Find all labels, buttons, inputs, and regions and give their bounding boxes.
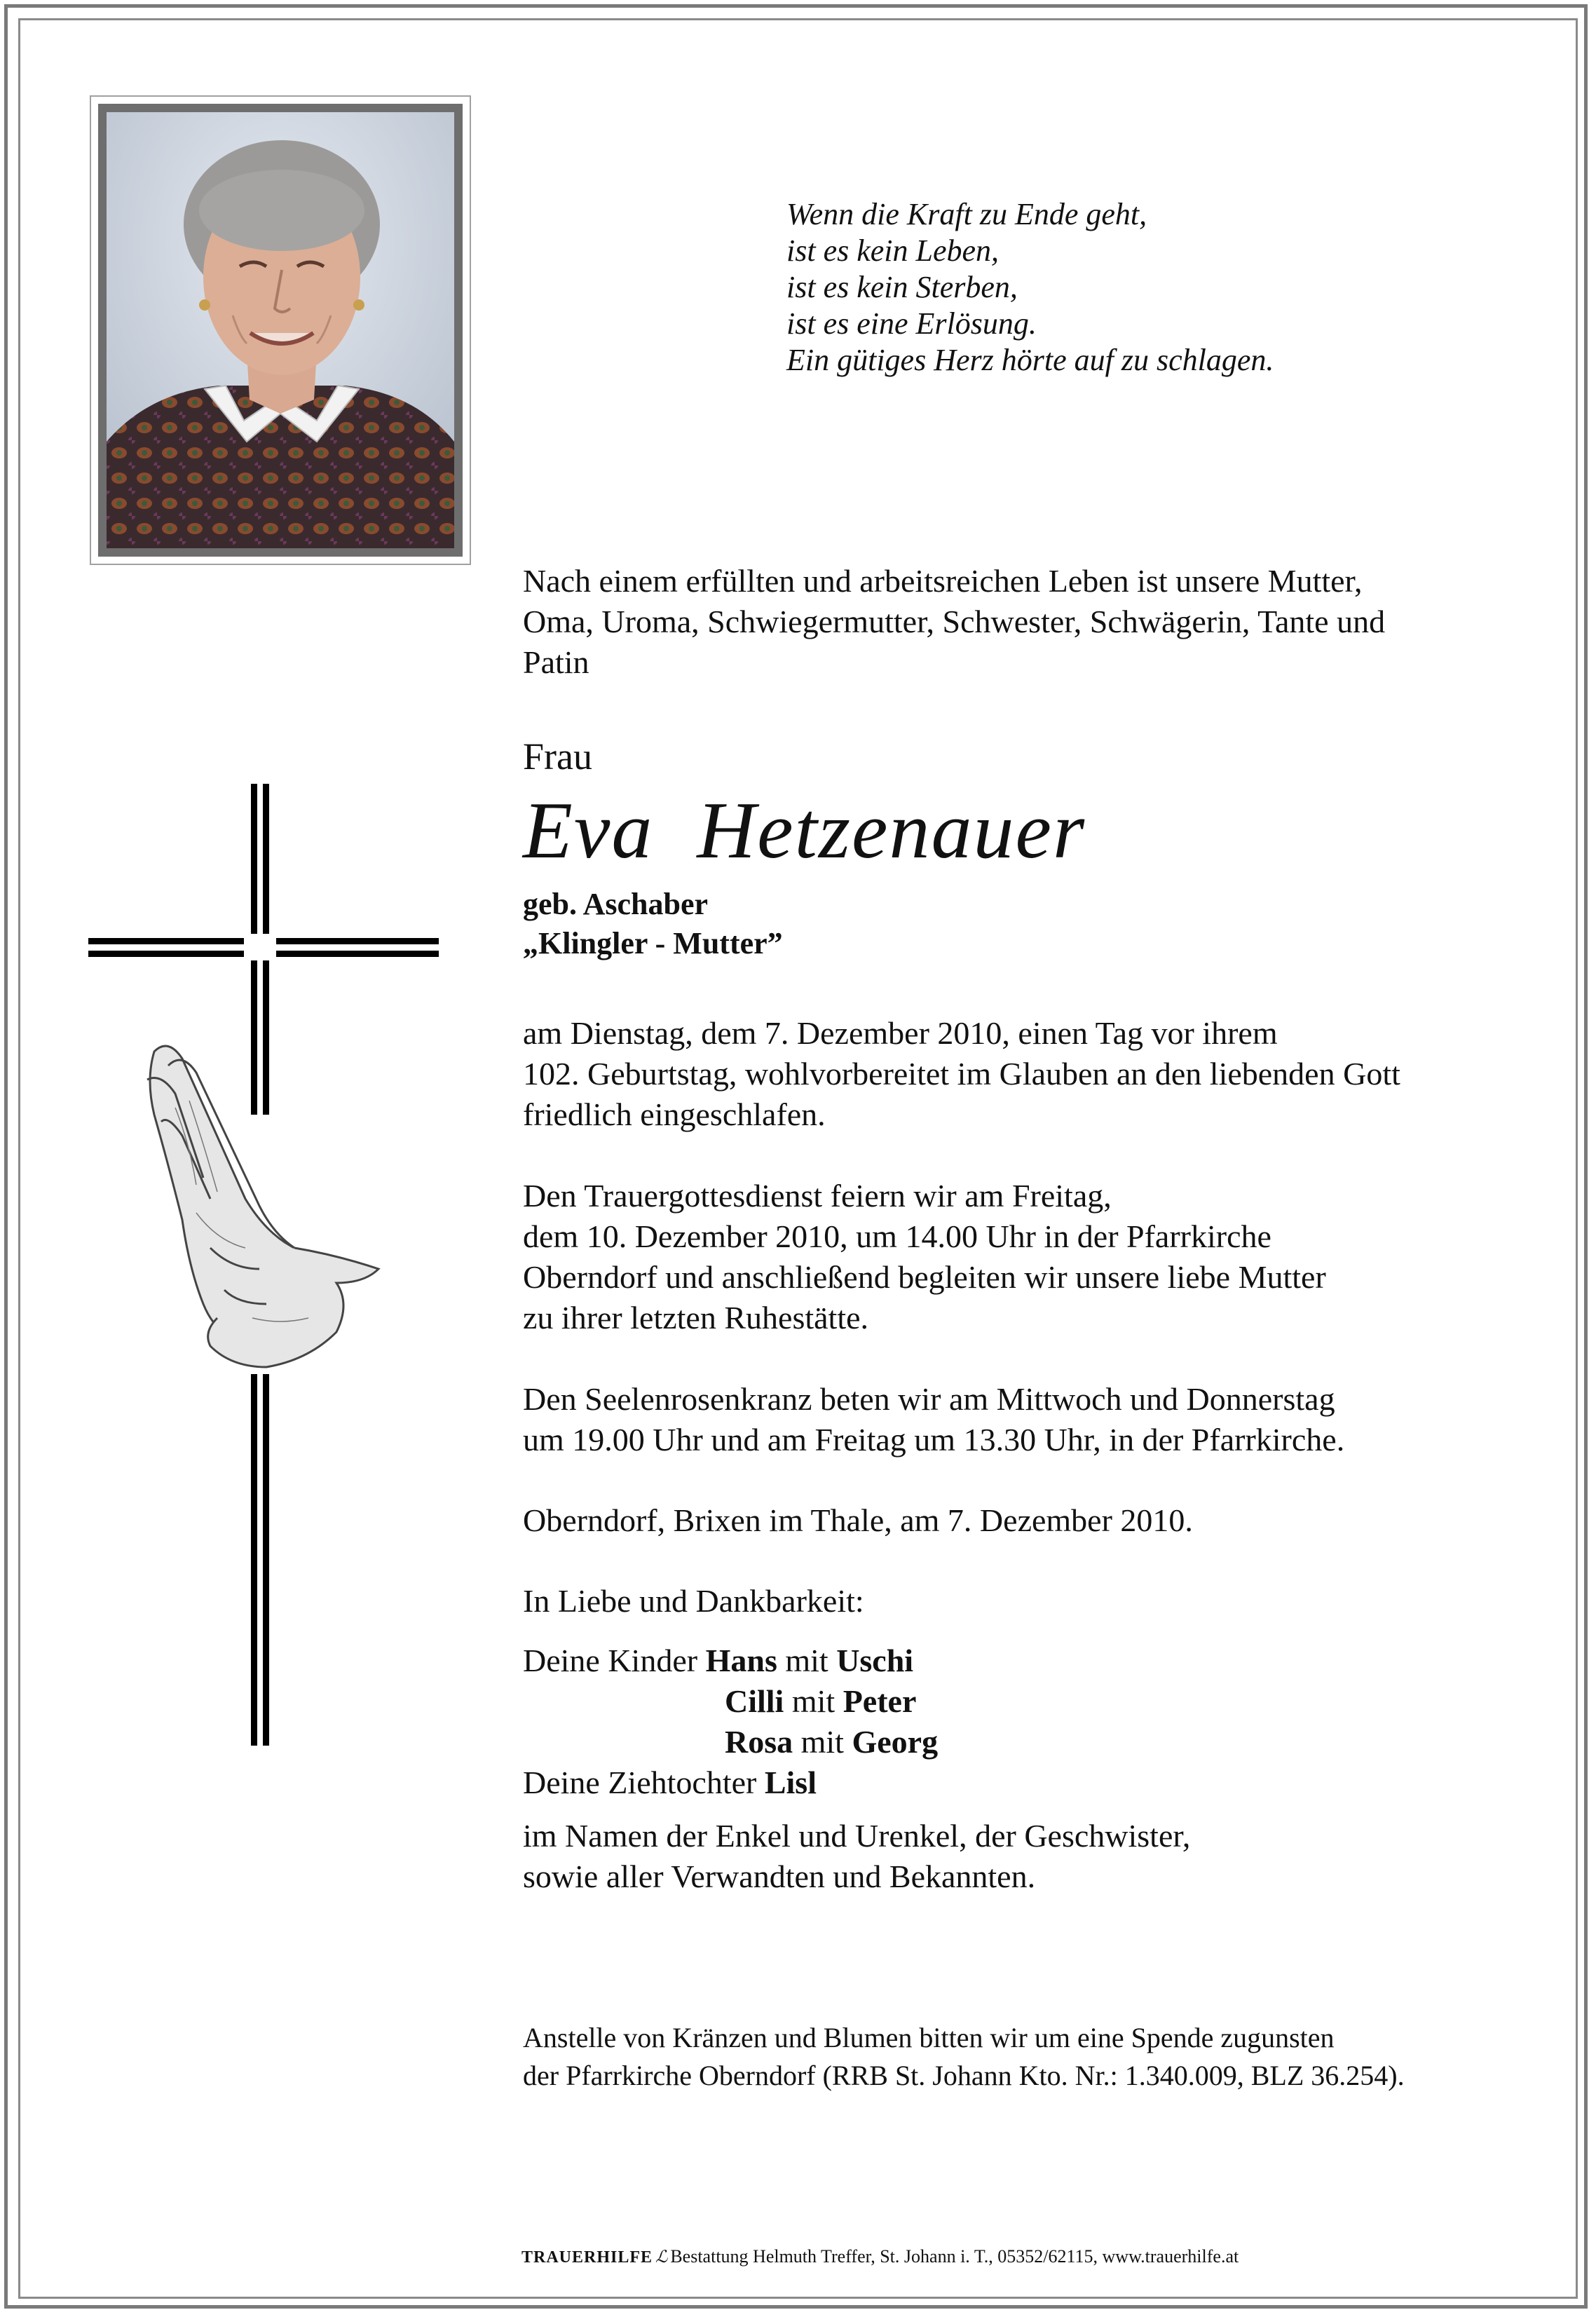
cross-vertical-right-bottom xyxy=(263,1374,269,1746)
cross-horizontal-bottom-left xyxy=(88,951,244,957)
children-row xyxy=(523,1640,938,1681)
death-notice xyxy=(523,1013,1400,1135)
children-row xyxy=(523,1722,938,1762)
memorial-quote xyxy=(786,196,1417,379)
deceased-name-text: Eva Hetzenauer xyxy=(523,786,1086,876)
child-name: Cilli xyxy=(725,1683,784,1719)
mourners-list xyxy=(523,1640,938,1803)
maiden-name: geb. Aschaber xyxy=(523,887,708,921)
partner-name: Georg xyxy=(852,1724,939,1760)
intro-paragraph xyxy=(523,561,1385,683)
child-name: Rosa xyxy=(725,1724,793,1760)
salutation: Frau xyxy=(523,735,592,777)
closing-line: In Liebe und Dankbarkeit: xyxy=(523,1583,864,1619)
service-line: dem 10. Dezember 2010, um 14.00 Uhr in der Pfarrkirche xyxy=(523,1218,1271,1254)
deceased-name xyxy=(523,785,1086,876)
portrait-mat xyxy=(98,104,463,557)
partner-name: Peter xyxy=(843,1683,917,1719)
partner-name: Uschi xyxy=(836,1643,914,1678)
death-line: am Dienstag, dem 7. Dezember 2010, einen Tag vor ihrem xyxy=(523,1015,1278,1051)
child-name: Hans xyxy=(705,1643,777,1678)
intro-line: Patin xyxy=(523,644,589,680)
cross-horizontal-top-left xyxy=(88,938,244,944)
portrait-illustration xyxy=(107,112,454,548)
funeral-home-footer xyxy=(521,2246,1239,2267)
portrait-frame xyxy=(90,95,471,565)
foster-row xyxy=(523,1762,938,1803)
donation-line: Anstelle von Kränzen und Blumen bitten wir um eine Spende zugunsten xyxy=(523,2022,1335,2053)
service-line: zu ihrer letzten Ruhestätte. xyxy=(523,1300,869,1336)
donation-notice xyxy=(523,2019,1405,2095)
foster-name: Lisl xyxy=(764,1765,817,1800)
quote-line: ist es kein Sterben, xyxy=(786,270,1018,304)
footer-details: Bestattung Helmuth Treffer, St. Johann i. T., 05352/62115, www.trauerhilfe.at xyxy=(670,2246,1239,2267)
name-details xyxy=(523,885,783,963)
place-date: Oberndorf, Brixen im Thale, am 7. Dezember 2010. xyxy=(523,1502,1193,1538)
children-row xyxy=(523,1681,938,1722)
connector: mit xyxy=(791,1683,835,1719)
death-line: friedlich eingeschlafen. xyxy=(523,1096,826,1132)
quote-line: ist es kein Leben, xyxy=(786,233,1000,268)
flourish-icon: ℒ xyxy=(655,2248,668,2267)
foster-prefix: Deine Ziehtochter xyxy=(523,1765,757,1800)
connector: mit xyxy=(800,1724,844,1760)
quote-line: Ein gütiges Herz hörte auf zu schlagen. xyxy=(786,343,1274,377)
praying-hands-icon xyxy=(126,1038,393,1374)
children-prefix: Deine Kinder xyxy=(523,1643,698,1678)
portrait-photo xyxy=(107,112,454,548)
intro-line: Nach einem erfüllten und arbeitsreichen Leben ist unsere Mutter, xyxy=(523,563,1363,599)
death-line: 102. Geburtstag, wohlvorbereitet im Glauben an den liebenden Gott xyxy=(523,1056,1400,1092)
quote-line: ist es eine Erlösung. xyxy=(786,306,1037,341)
footer-brand: TRAUERHILFE xyxy=(521,2248,653,2267)
connector: mit xyxy=(785,1643,828,1678)
cross-vertical-left xyxy=(251,784,257,934)
rosary-line: Den Seelenrosenkranz beten wir am Mittwoch und Donnerstag xyxy=(523,1381,1335,1417)
intro-line: Oma, Uroma, Schwiegermutter, Schwester, Schwägerin, Tante und xyxy=(523,604,1386,639)
quote-line: Wenn die Kraft zu Ende geht, xyxy=(786,197,1147,231)
on-behalf-line: im Namen der Enkel und Urenkel, der Geschwister, xyxy=(523,1818,1191,1854)
cross-horizontal-bottom-right xyxy=(276,951,439,957)
rosary-notice xyxy=(523,1379,1344,1460)
on-behalf xyxy=(523,1816,1190,1897)
funeral-service xyxy=(523,1176,1326,1338)
cross-vertical-right xyxy=(263,784,269,934)
rosary-line: um 19.00 Uhr und am Freitag um 13.30 Uhr, in der Pfarrkirche. xyxy=(523,1422,1345,1458)
nickname: „Klingler - Mutter” xyxy=(523,926,783,960)
donation-line: der Pfarrkirche Oberndorf (RRB St. Johann Kto. Nr.: 1.340.009, BLZ 36.254). xyxy=(523,2060,1405,2091)
service-line: Den Trauergottesdienst feiern wir am Freitag, xyxy=(523,1178,1112,1214)
cross-horizontal-top-right xyxy=(276,938,439,944)
cross-vertical-left-bottom xyxy=(251,1374,257,1746)
service-line: Oberndorf und anschließend begleiten wir unsere liebe Mutter xyxy=(523,1259,1326,1295)
on-behalf-line: sowie aller Verwandten und Bekannten. xyxy=(523,1859,1036,1894)
